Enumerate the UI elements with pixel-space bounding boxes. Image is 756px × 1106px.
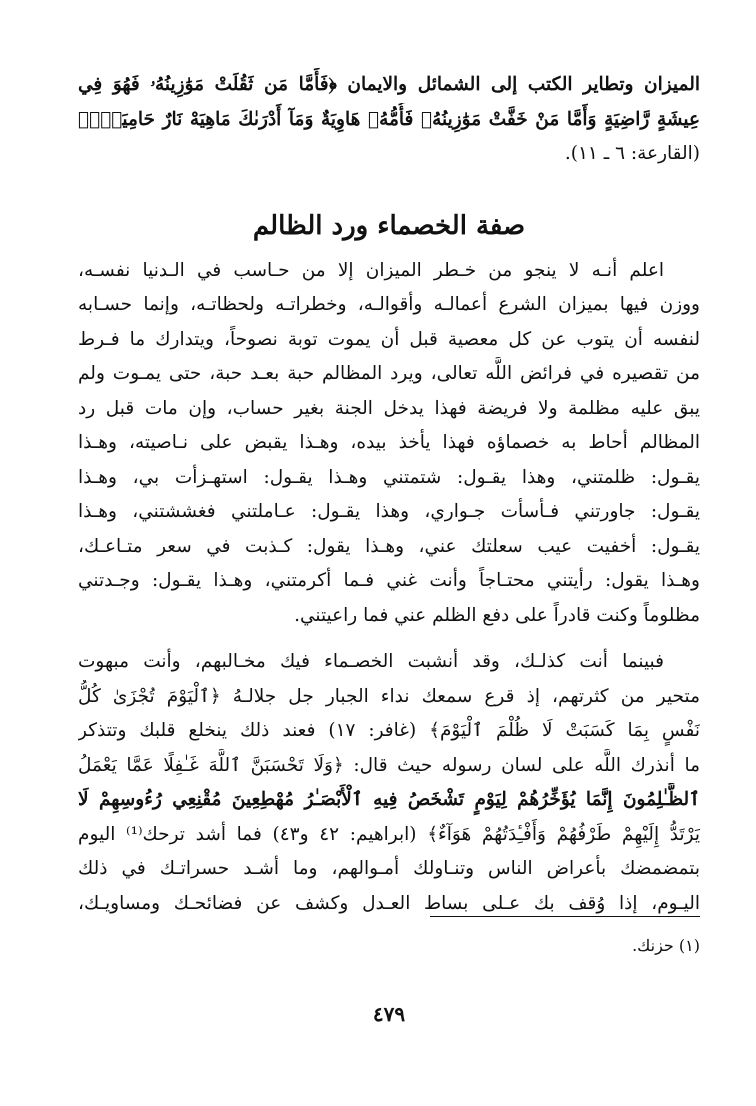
section-heading: صفة الخصماء ورد الظالم (252, 210, 526, 241)
paragraph-line: ووزن فيها بميزان الشرع أعمالـه وأقوالـه، وخطراتـه ولحظاتـه، وإنما حسـابه (78, 294, 700, 315)
paragraph-line: يبق عليه مظلمة ولا فريضة فهذا يدخل الجنة بغير حساب، وإن مات قبل رد (78, 397, 700, 419)
intro-line: (القارعة: ٦ ـ ١١). (564, 143, 700, 164)
paragraph-line: متحير من كثرتهم، إذ قرع سمعك نداء الجبار جل جلالـهُ ﴿ٱلْيَوْمَ تُجْزَىٰ كُلُّ (78, 685, 700, 707)
paragraph-line: ٱلظَّـٰلِمُونَ إِنَّمَا يُؤَخِّرُهُمْ لِيَوْمٍ تَشْخَصُ فِيهِ ٱلْأَبْصَـٰرُ مُهْطِعِينَ مُقْنِعِي رُءُوسِهِمْ لَا (78, 789, 700, 810)
intro-line: الميزان وتطاير الكتب إلى الشمائل والايمان ﴿فَأَمَّا مَن ثَقُلَتْ مَوَٰزِينُهُۥ فَهُوَ فِي (78, 74, 700, 95)
paragraph-line: المظالم أحاط به خصماؤه فهذا يأخذ بيده، وهـذا يقبض على نـاصيته، وهـذا (78, 432, 700, 453)
paragraph-line: فبينما أنت كذلـك، وقد أنشبت الخصـماء فيك مخـالبهم، وأنت مبهوت (78, 651, 664, 672)
paragraph-gap (78, 633, 700, 645)
paragraph-line: يَرْتَدُّ إِلَيْهِمْ طَرْفُهُمْ وَأَفْـِٔدَتُهُمْ هَوَآءٌ﴾ (ابراهيم: ٤٢ و٤٣) فما أشد ترحك⁽¹⁾ اليوم (78, 823, 700, 845)
intro-block (78, 68, 700, 172)
footnote: (١) حزنك. (632, 936, 700, 955)
paragraph-line: نَفْسٍ بِمَا كَسَبَتْ لَا ظُلْمَ ٱلْيَوْمَ﴾ (غافر: ١٧) فعند ذلك ينخلع قلبك وتتذكر (78, 720, 700, 741)
paragraph-line: مظلوماً وكنت قادراً على دفع الظلم عني فما راعيتني. (294, 604, 700, 626)
intro-line: عِيشَةٍ رَّاضِيَةٍ وَأَمَّا مَنْ خَفَّتْ مَوَٰزِينُهُۥ فَأُمُّهُۥ هَاوِيَةٌ وَمَآ أَدْرَىٰكَ مَاهِيَهْ نَارٌ حَامِيَةٌۢ﴾ (78, 108, 700, 130)
paragraph-line: بتمضمضك بأعراض الناس وتنـاولك أمـوالهم، وما أشـد حسراتـك في ذلك (78, 858, 700, 879)
book-page (78, 68, 700, 1068)
paragraph-line: لنفسه أن يتوب عن كل معصية قبل أن يموت توبة نصوحاً، ويتدارك ما فـرط (78, 328, 700, 350)
paragraph-line: اليـوم، إذا وُقف بك عـلى بساط العـدل وكشف عن فضائحـك ومساويـك، (78, 892, 700, 914)
footnote-divider (430, 916, 700, 917)
paragraph-line: اعلم أنـه لا ينجو من خـطر الميزان إلا من حـاسب في الـدنيا نفسـه، (78, 259, 664, 281)
paragraph-line: يقـول: ظلمتني، وهذا يقـول: شتمتني وهـذا يقـول: استهـزأت بي، وهـذا (78, 466, 700, 488)
paragraph-line: يقـول: أخفيت عيب سعلتك عني، وهـذا يقول: كـذبت في سعر متـاعـك، (78, 535, 700, 557)
paragraph-line: ما أنذرك اللَّه على لسان رسوله حيث قال: ﴿وَلَا تَحْسَبَنَّ ٱللَّهَ غَـٰفِلًا عَمَّا يَعْمَلُ (78, 754, 700, 776)
paragraph-line: من تقصيره في فرائض اللَّه تعالى، ويرد المظالم حبة بعـد حبة، حتى يمـوت ولم (78, 363, 700, 384)
paragraph-2 (78, 645, 700, 921)
paragraph-line: يقـول: جاورتني فـأسأت جـواري، وهذا يقـول: عـاملتني فغششتني، وهـذا (78, 501, 700, 522)
paragraph-1 (78, 254, 700, 634)
paragraph-line: وهـذا يقول: رأيتني محتـاجاً وأنت غني فـما أكرمتني، وهـذا يقـول: وجـدتني (78, 570, 700, 591)
page-number: ٤٧٩ (372, 1002, 406, 1026)
